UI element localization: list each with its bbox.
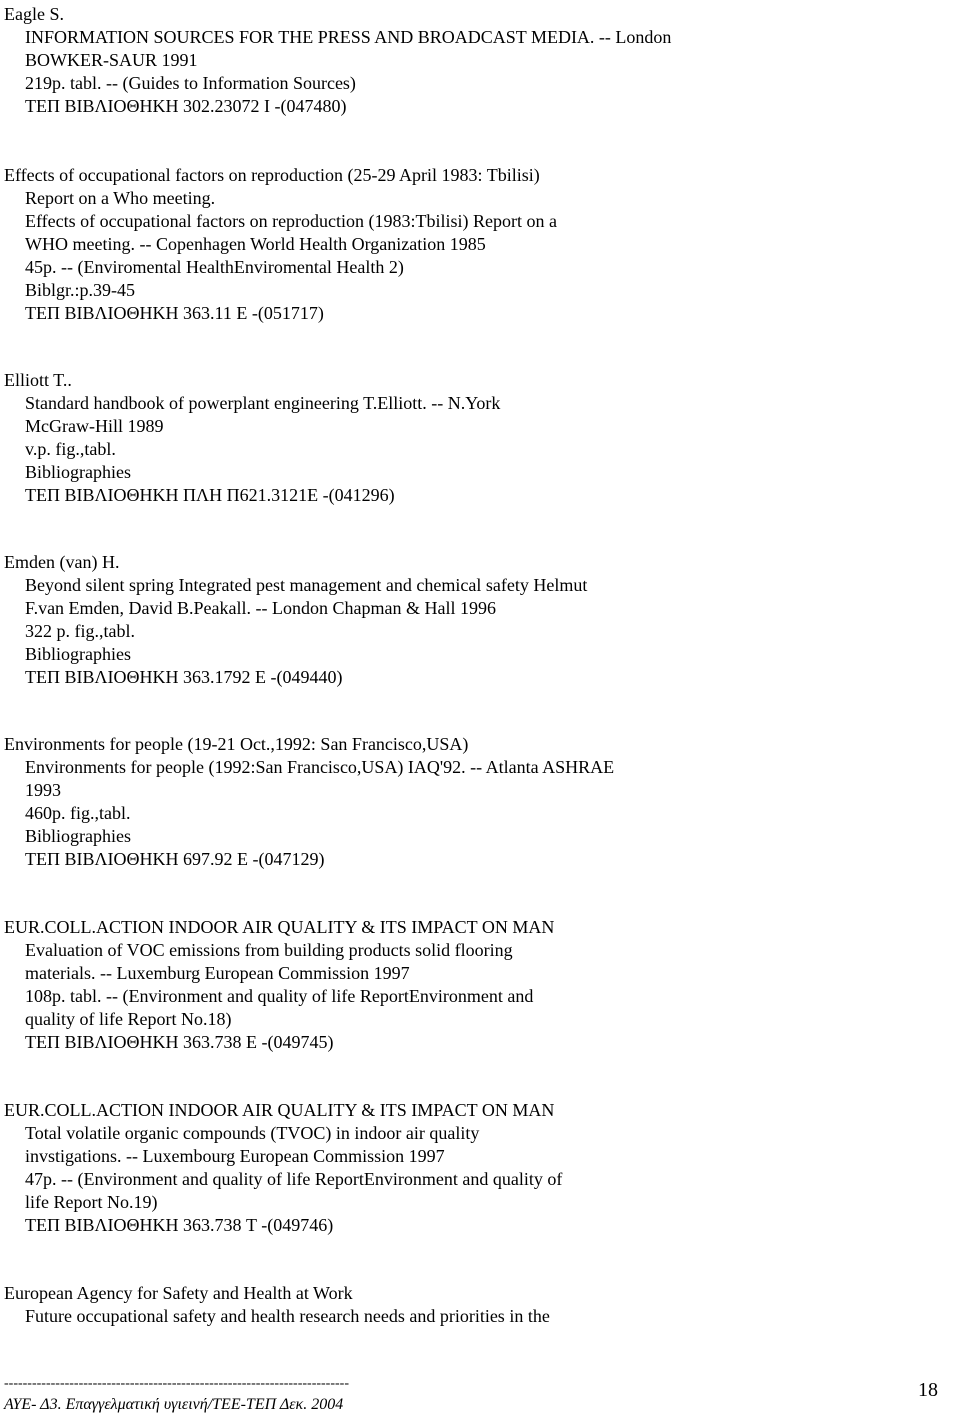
- bibliography-entry: [4, 551, 944, 689]
- entry-line: Total volatile organic compounds (TVOC) in indoor air quality: [25, 1123, 480, 1143]
- footer-text: ΑΥΕ- Δ3. Επαγγελματική υγιεινή/ΤΕΕ-ΤΕΠ Δεκ. 2004: [4, 1396, 344, 1413]
- entry-line: Evaluation of VOC emissions from building products solid flooring: [25, 940, 513, 960]
- entry-heading: Elliott T..: [4, 370, 72, 390]
- entry-heading: Emden (van) H.: [4, 552, 120, 572]
- entry-line: F.van Emden, David B.Peakall. -- London Chapman & Hall 1996: [25, 598, 496, 618]
- entry-line: WHO meeting. -- Copenhagen World Health Organization 1985: [25, 234, 486, 254]
- entry-line: life Report No.19): [25, 1192, 158, 1212]
- entry-line: invstigations. -- Luxembourg European Commission 1997: [25, 1146, 445, 1166]
- entry-line: Standard handbook of powerplant engineering T.Elliott. -- N.York: [25, 393, 501, 413]
- entry-line: Biblgr.:p.39-45: [25, 280, 136, 300]
- entry-line: materials. -- Luxemburg European Commission 1997: [25, 963, 410, 983]
- entry-line: 47p. -- (Environment and quality of life ReportEnvironment and quality of: [25, 1169, 563, 1189]
- entry-heading: EUR.COLL.ACTION INDOOR AIR QUALITY & ITS IMPACT ON MAN: [4, 917, 555, 937]
- bibliography-entry: [4, 3, 944, 118]
- entry-heading: European Agency for Safety and Health at Work: [4, 1283, 353, 1303]
- entry-line: ΤΕΠ ΒΙΒΛΙΟΘΗΚΗ 363.11 E -(051717): [25, 303, 324, 323]
- entry-line: BOWKER-SAUR 1991: [25, 50, 198, 70]
- entry-line: 1993: [25, 780, 61, 800]
- entry-line: Bibliographies: [25, 826, 131, 846]
- entry-line: ΤΕΠ ΒΙΒΛΙΟΘΗΚΗ 363.738 T -(049746): [25, 1215, 334, 1235]
- entry-heading: EUR.COLL.ACTION INDOOR AIR QUALITY & ITS IMPACT ON MAN: [4, 1100, 555, 1120]
- entry-line: Report on a Who meeting.: [25, 188, 216, 208]
- entry-line: ΤΕΠ ΒΙΒΛΙΟΘΗΚΗ ΠΛΗ Π621.3121E -(041296): [25, 485, 395, 505]
- footer-rule: --------------------------------------------------------------------------: [4, 1376, 349, 1391]
- entry-line: ΤΕΠ ΒΙΒΛΙΟΘΗΚΗ 363.1792 E -(049440): [25, 667, 343, 687]
- entry-line: 322 p. fig.,tabl.: [25, 621, 135, 641]
- entry-line: ΤΕΠ ΒΙΒΛΙΟΘΗΚΗ 363.738 E -(049745): [25, 1032, 334, 1052]
- bibliography-entry: [4, 916, 944, 1054]
- bibliography-entry: [4, 369, 944, 507]
- entry-line: ΤΕΠ ΒΙΒΛΙΟΘΗΚΗ 697.92 E -(047129): [25, 849, 325, 869]
- entry-line: ΤΕΠ ΒΙΒΛΙΟΘΗΚΗ 302.23072 I -(047480): [25, 96, 347, 116]
- entry-line: Beyond silent spring Integrated pest management and chemical safety Helmut: [25, 575, 588, 595]
- entry-line: 108p. tabl. -- (Environment and quality of life ReportEnvironment and: [25, 986, 534, 1006]
- entry-line: quality of life Report No.18): [25, 1009, 232, 1029]
- entry-line: INFORMATION SOURCES FOR THE PRESS AND BROADCAST MEDIA. -- London: [25, 27, 672, 47]
- page-number: 18: [918, 1379, 938, 1401]
- entry-line: McGraw-Hill 1989: [25, 416, 164, 436]
- entry-line: 219p. tabl. -- (Guides to Information Sources): [25, 73, 356, 93]
- entry-heading: Eagle S.: [4, 4, 64, 24]
- bibliography-entry: [4, 1282, 944, 1328]
- entry-line: 45p. -- (Enviromental HealthEnviromental Health 2): [25, 257, 404, 277]
- bibliography-entry: [4, 733, 944, 871]
- entry-line: Future occupational safety and health research needs and priorities in the: [25, 1306, 550, 1326]
- entry-heading: Effects of occupational factors on reproduction (25-29 April 1983: Tbilisi): [4, 165, 540, 185]
- entry-line: Bibliographies: [25, 462, 131, 482]
- entry-line: 460p. fig.,tabl.: [25, 803, 131, 823]
- entry-line: Environments for people (1992:San Francisco,USA) IAQ'92. -- Atlanta ASHRAE: [25, 757, 615, 777]
- entry-line: v.p. fig.,tabl.: [25, 439, 116, 459]
- bibliography-entry: [4, 1099, 944, 1237]
- entry-line: Effects of occupational factors on reproduction (1983:Tbilisi) Report on a: [25, 211, 558, 231]
- bibliography-entry: [4, 164, 944, 325]
- entry-line: Bibliographies: [25, 644, 131, 664]
- entry-heading: Environments for people (19-21 Oct.,1992: San Francisco,USA): [4, 734, 469, 754]
